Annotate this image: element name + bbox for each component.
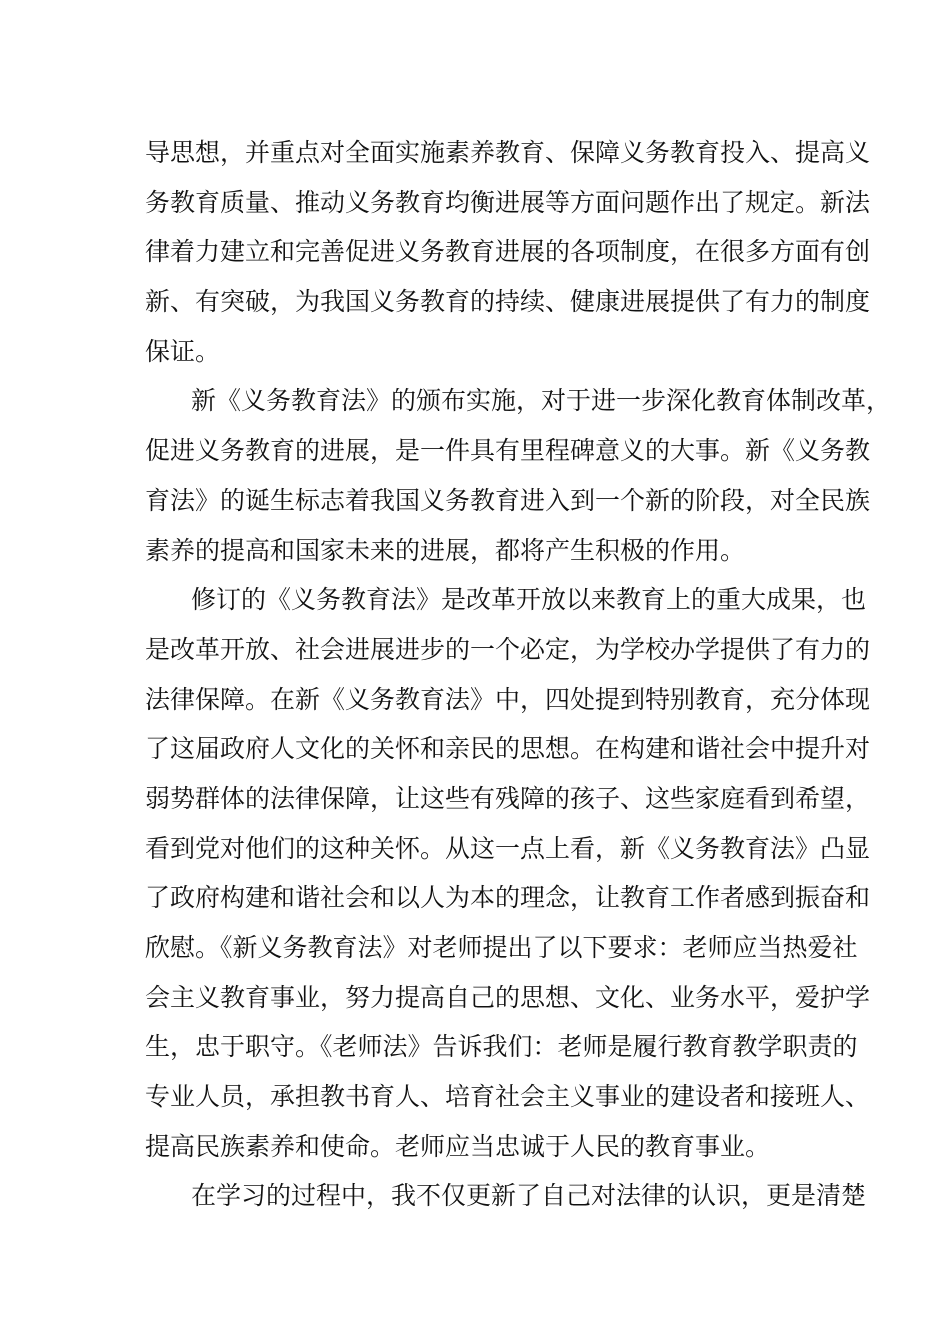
text-line: 新、有突破，为我国义务教育的持续、健康进展提供了有力的制度 — [145, 287, 871, 317]
text-line: 看到党对他们的这种关怀。从这一点上看，新《义务教育法》凸显 — [145, 833, 871, 863]
text-line: 导思想，并重点对全面实施素养教育、保障义务教育投入、提高义 — [145, 138, 871, 167]
text-line: 素养的提高和国家未来的进展，都将产生积极的作用。 — [145, 535, 746, 565]
text-line: 提高民族素养和使命。老师应当忠诚于人民的教育事业。 — [145, 1131, 771, 1161]
text-line: 生，忠于职守。《老师法》告诉我们：老师是履行教育教学职责的 — [145, 1032, 858, 1062]
body-text — [145, 128, 892, 1221]
text-line: 律着力建立和完善促进义务教育进展的各项制度，在很多方面有创 — [145, 237, 871, 267]
text-line: 弱势群体的法律保障，让这些有残障的孩子、这些家庭看到希望， — [145, 783, 871, 813]
text-line: 了政府构建和谐社会和以人为本的理念，让教育工作者感到振奋和 — [145, 883, 871, 913]
text-line: 欣慰。《新义务教育法》对老师提出了以下要求：老师应当热爱社 — [145, 933, 858, 962]
text-line: 务教育质量、推动义务教育均衡进展等方面问题作出了规定。新法 — [145, 187, 871, 217]
text-line: 育法》的诞生标志着我国义务教育进入到一个新的阶段，对全民族 — [145, 485, 871, 515]
text-line: 保证。 — [145, 336, 221, 366]
text-line: 法律保障。在新《义务教育法》中，四处提到特别教育，充分体现 — [145, 684, 871, 714]
text-line: 会主义教育事业，努力提高自己的思想、文化、业务水平，爱护学 — [145, 982, 871, 1012]
text-line: 了这届政府人文化的关怀和亲民的思想。在构建和谐社会中提升对 — [145, 734, 871, 764]
paragraph-start-line: 修订的《义务教育法》是改革开放以来教育上的重大成果，也 — [191, 585, 867, 615]
paragraph-start-line: 在学习的过程中，我不仅更新了自己对法律的认识，更是清楚 — [191, 1181, 867, 1211]
text-line: 是改革开放、社会进展进步的一个必定，为学校办学提供了有力的 — [145, 634, 871, 664]
paragraph-start-line: 新《义务教育法》的颁布实施，对于进一步深化教育体制改革， — [191, 386, 892, 416]
text-line: 促进义务教育的进展，是一件具有里程碑意义的大事。新《义务教 — [145, 436, 871, 466]
text-line: 专业人员，承担教书育人、培育社会主义事业的建设者和接班人、 — [145, 1082, 871, 1112]
